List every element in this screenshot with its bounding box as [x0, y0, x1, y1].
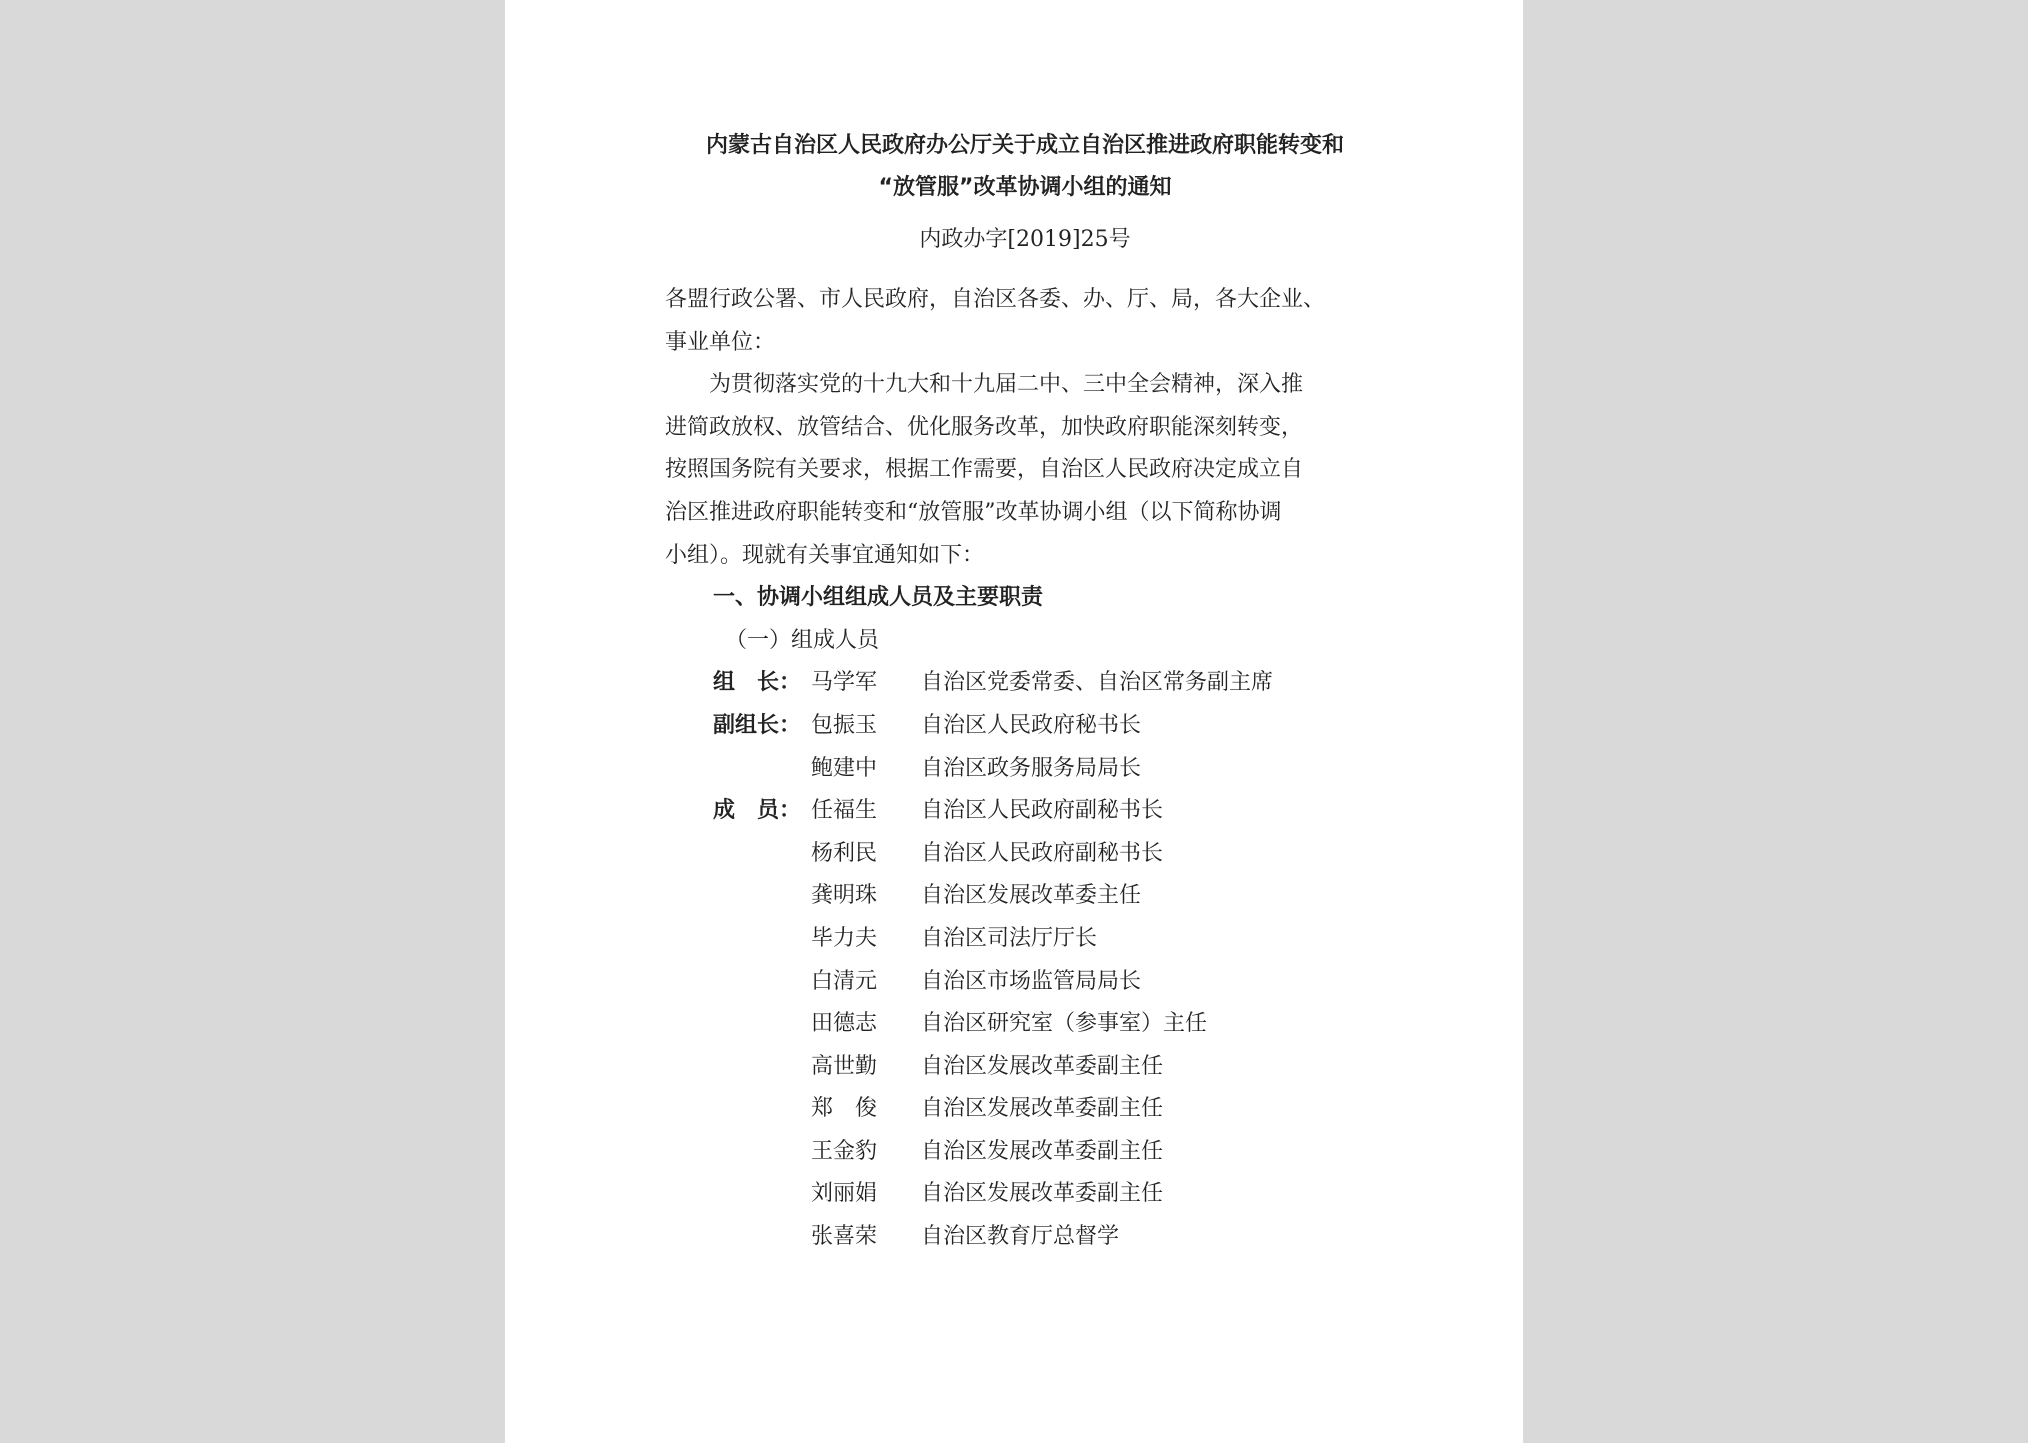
member-title: 自治区发展改革委副主任	[921, 1181, 1164, 1207]
member-title: 自治区党委常委、自治区常务副主席	[921, 670, 1274, 696]
member-row	[665, 961, 1385, 1004]
member-title: 自治区人民政府副秘书长	[921, 798, 1164, 824]
member-row	[665, 748, 1385, 791]
member-title: 自治区人民政府副秘书长	[921, 840, 1164, 866]
member-title: 自治区发展改革委副主任	[921, 1053, 1164, 1079]
member-title: 自治区研究室（参事室）主任	[921, 1011, 1208, 1037]
body-line: 小组）。现就有关事宜通知如下：	[665, 542, 985, 568]
member-name: 刘丽娟	[811, 1181, 878, 1207]
role-label: 成 员：	[713, 798, 802, 824]
member-list	[665, 662, 1385, 1258]
body-line: 进简政放权、放管结合、优化服务改革，加快政府职能深刻转变，	[665, 414, 1304, 440]
role-label	[665, 918, 811, 961]
role-label	[665, 1088, 811, 1131]
document-content	[665, 125, 1385, 1259]
body-line: 治区推进政府职能转变和“放管服”改革协调小组（以下简称协调	[665, 499, 1282, 525]
role-label	[665, 1173, 811, 1216]
member-name: 鲍建中	[811, 755, 878, 781]
member-row	[665, 662, 1385, 705]
member-row	[665, 1131, 1385, 1174]
member-row	[665, 1088, 1385, 1131]
member-title: 自治区教育厅总督学	[921, 1224, 1120, 1250]
member-name: 马学军	[811, 670, 878, 696]
member-title: 自治区市场监管局局长	[921, 968, 1142, 994]
subsection-heading: （一）组成人员	[725, 627, 880, 653]
member-row	[665, 875, 1385, 918]
member-title: 自治区发展改革委主任	[921, 883, 1142, 909]
addressee-line: 事业单位：	[665, 329, 776, 355]
role-label	[665, 875, 811, 918]
role-label	[665, 961, 811, 1004]
member-name: 杨利民	[811, 840, 878, 866]
addressee-line: 各盟行政公署、市人民政府，自治区各委、办、厅、局，各大企业、	[665, 287, 1326, 312]
section-heading: 一、协调小组组成人员及主要职责	[713, 585, 1044, 611]
body-line: 按照国务院有关要求，根据工作需要，自治区人民政府决定成立自	[665, 457, 1304, 483]
body-paragraph	[665, 364, 1385, 577]
role-label	[665, 1003, 811, 1046]
role-label	[665, 1131, 811, 1174]
member-name: 包振玉	[811, 712, 878, 738]
member-title: 自治区人民政府秘书长	[921, 712, 1142, 738]
role-label	[665, 748, 811, 791]
member-row	[665, 1173, 1385, 1216]
document-number: 内政办字[2019]25号	[919, 227, 1131, 252]
title-line: 内蒙古自治区人民政府办公厅关于成立自治区推进政府职能转变和	[705, 133, 1344, 158]
title-line: “放管服”改革协调小组的通知	[878, 175, 1172, 200]
member-row	[665, 918, 1385, 961]
document-title	[665, 125, 1385, 209]
role-label: 组 长：	[713, 670, 802, 696]
member-name: 任福生	[811, 798, 878, 824]
member-row	[665, 1216, 1385, 1259]
member-name: 张喜荣	[811, 1224, 878, 1250]
member-title: 自治区司法厅厅长	[921, 925, 1098, 951]
member-name: 田德志	[811, 1011, 878, 1037]
member-title: 自治区政务服务局局长	[921, 755, 1142, 781]
member-name: 王金豹	[811, 1138, 878, 1164]
member-title: 自治区发展改革委副主任	[921, 1096, 1164, 1122]
member-title: 自治区发展改革委副主任	[921, 1138, 1164, 1164]
document-page	[505, 0, 1523, 1443]
member-name: 龚明珠	[811, 883, 878, 909]
member-row	[665, 1003, 1385, 1046]
member-row	[665, 833, 1385, 876]
role-label	[665, 1216, 811, 1259]
member-row	[665, 1046, 1385, 1089]
member-name: 高世勤	[811, 1053, 878, 1079]
role-label: 副组长：	[713, 712, 802, 738]
member-row	[665, 790, 1385, 833]
role-label	[665, 1046, 811, 1089]
member-name: 郑 俊	[811, 1096, 878, 1122]
addressee	[665, 279, 1385, 364]
body-line: 为贯彻落实党的十九大和十九届二中、三中全会精神，深入推	[709, 372, 1304, 398]
member-name: 白清元	[811, 968, 878, 994]
member-name: 毕力夫	[811, 925, 878, 951]
member-row	[665, 705, 1385, 748]
role-label	[665, 833, 811, 876]
